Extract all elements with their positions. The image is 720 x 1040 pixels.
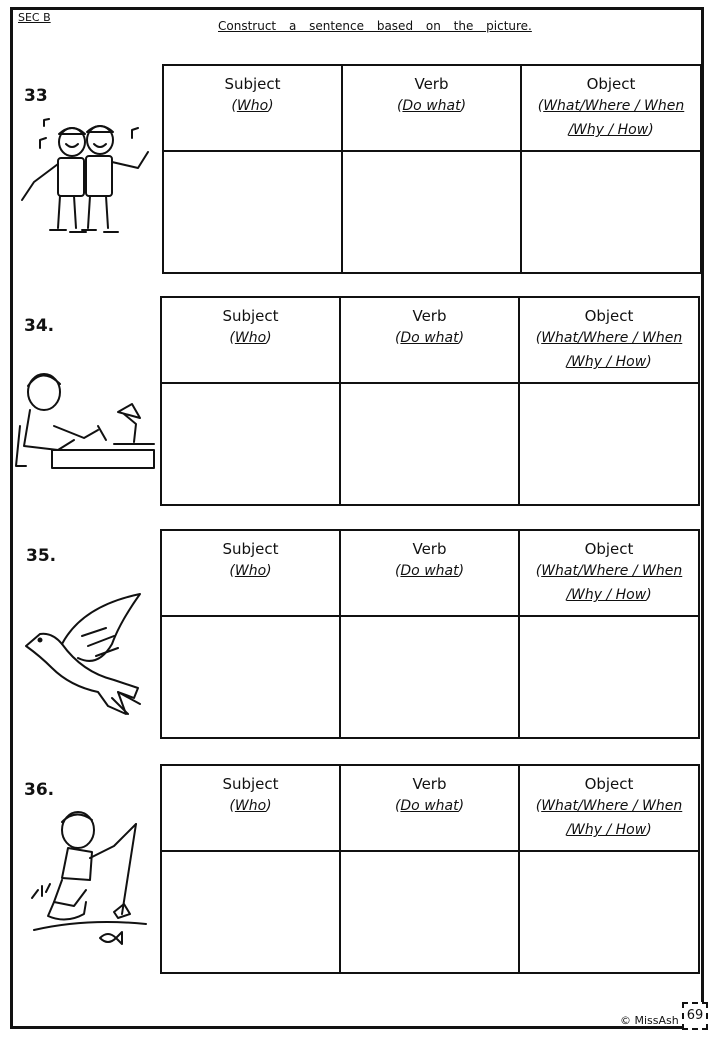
section-label: SEC B (18, 11, 51, 24)
object-answer-cell[interactable] (519, 851, 699, 973)
copyright-text: © MissAsh (620, 1014, 679, 1027)
sentence-table (160, 529, 700, 739)
subject-answer-cell[interactable] (161, 851, 340, 973)
object-header: Object (What/Where / When /Why / How) (519, 530, 699, 616)
subject-header: Subject (Who) (163, 65, 342, 151)
subject-header: Subject (Who) (161, 530, 340, 616)
subject-header: Subject (Who) (161, 297, 340, 383)
subject-answer-cell[interactable] (161, 616, 340, 738)
object-header: Object (What/Where / When /Why / How) (519, 297, 699, 383)
verb-answer-cell[interactable] (340, 616, 519, 738)
object-answer-cell[interactable] (519, 616, 699, 738)
flying-dove-icon (22, 588, 146, 720)
verb-answer-cell[interactable] (340, 851, 519, 973)
boy-writing-at-desk-icon (14, 366, 158, 476)
object-answer-cell[interactable] (519, 383, 699, 505)
object-header: Object (What/Where / When /Why / How) (521, 65, 701, 151)
sentence-table (160, 764, 700, 974)
question-number: 33 (24, 86, 48, 106)
subject-header: Subject (Who) (161, 765, 340, 851)
question-number: 34. (24, 316, 55, 336)
object-header: Object (What/Where / When /Why / How) (519, 765, 699, 851)
question-number: 36. (24, 780, 55, 800)
page-number: 69 (682, 1002, 708, 1030)
subject-answer-cell[interactable] (163, 151, 342, 273)
verb-answer-cell[interactable] (342, 151, 521, 273)
subject-answer-cell[interactable] (161, 383, 340, 505)
two-scouts-singing-icon (14, 118, 156, 254)
verb-answer-cell[interactable] (340, 383, 519, 505)
verb-header: Verb (Do what) (340, 765, 519, 851)
sentence-table (162, 64, 702, 274)
verb-header: Verb (Do what) (342, 65, 521, 151)
verb-header: Verb (Do what) (340, 297, 519, 383)
verb-header: Verb (Do what) (340, 530, 519, 616)
sentence-table (160, 296, 700, 506)
question-number: 35. (26, 546, 57, 566)
object-answer-cell[interactable] (521, 151, 701, 273)
boy-fishing-icon (26, 806, 156, 962)
instruction-text: Construct a sentence based on the picture. (218, 19, 532, 33)
